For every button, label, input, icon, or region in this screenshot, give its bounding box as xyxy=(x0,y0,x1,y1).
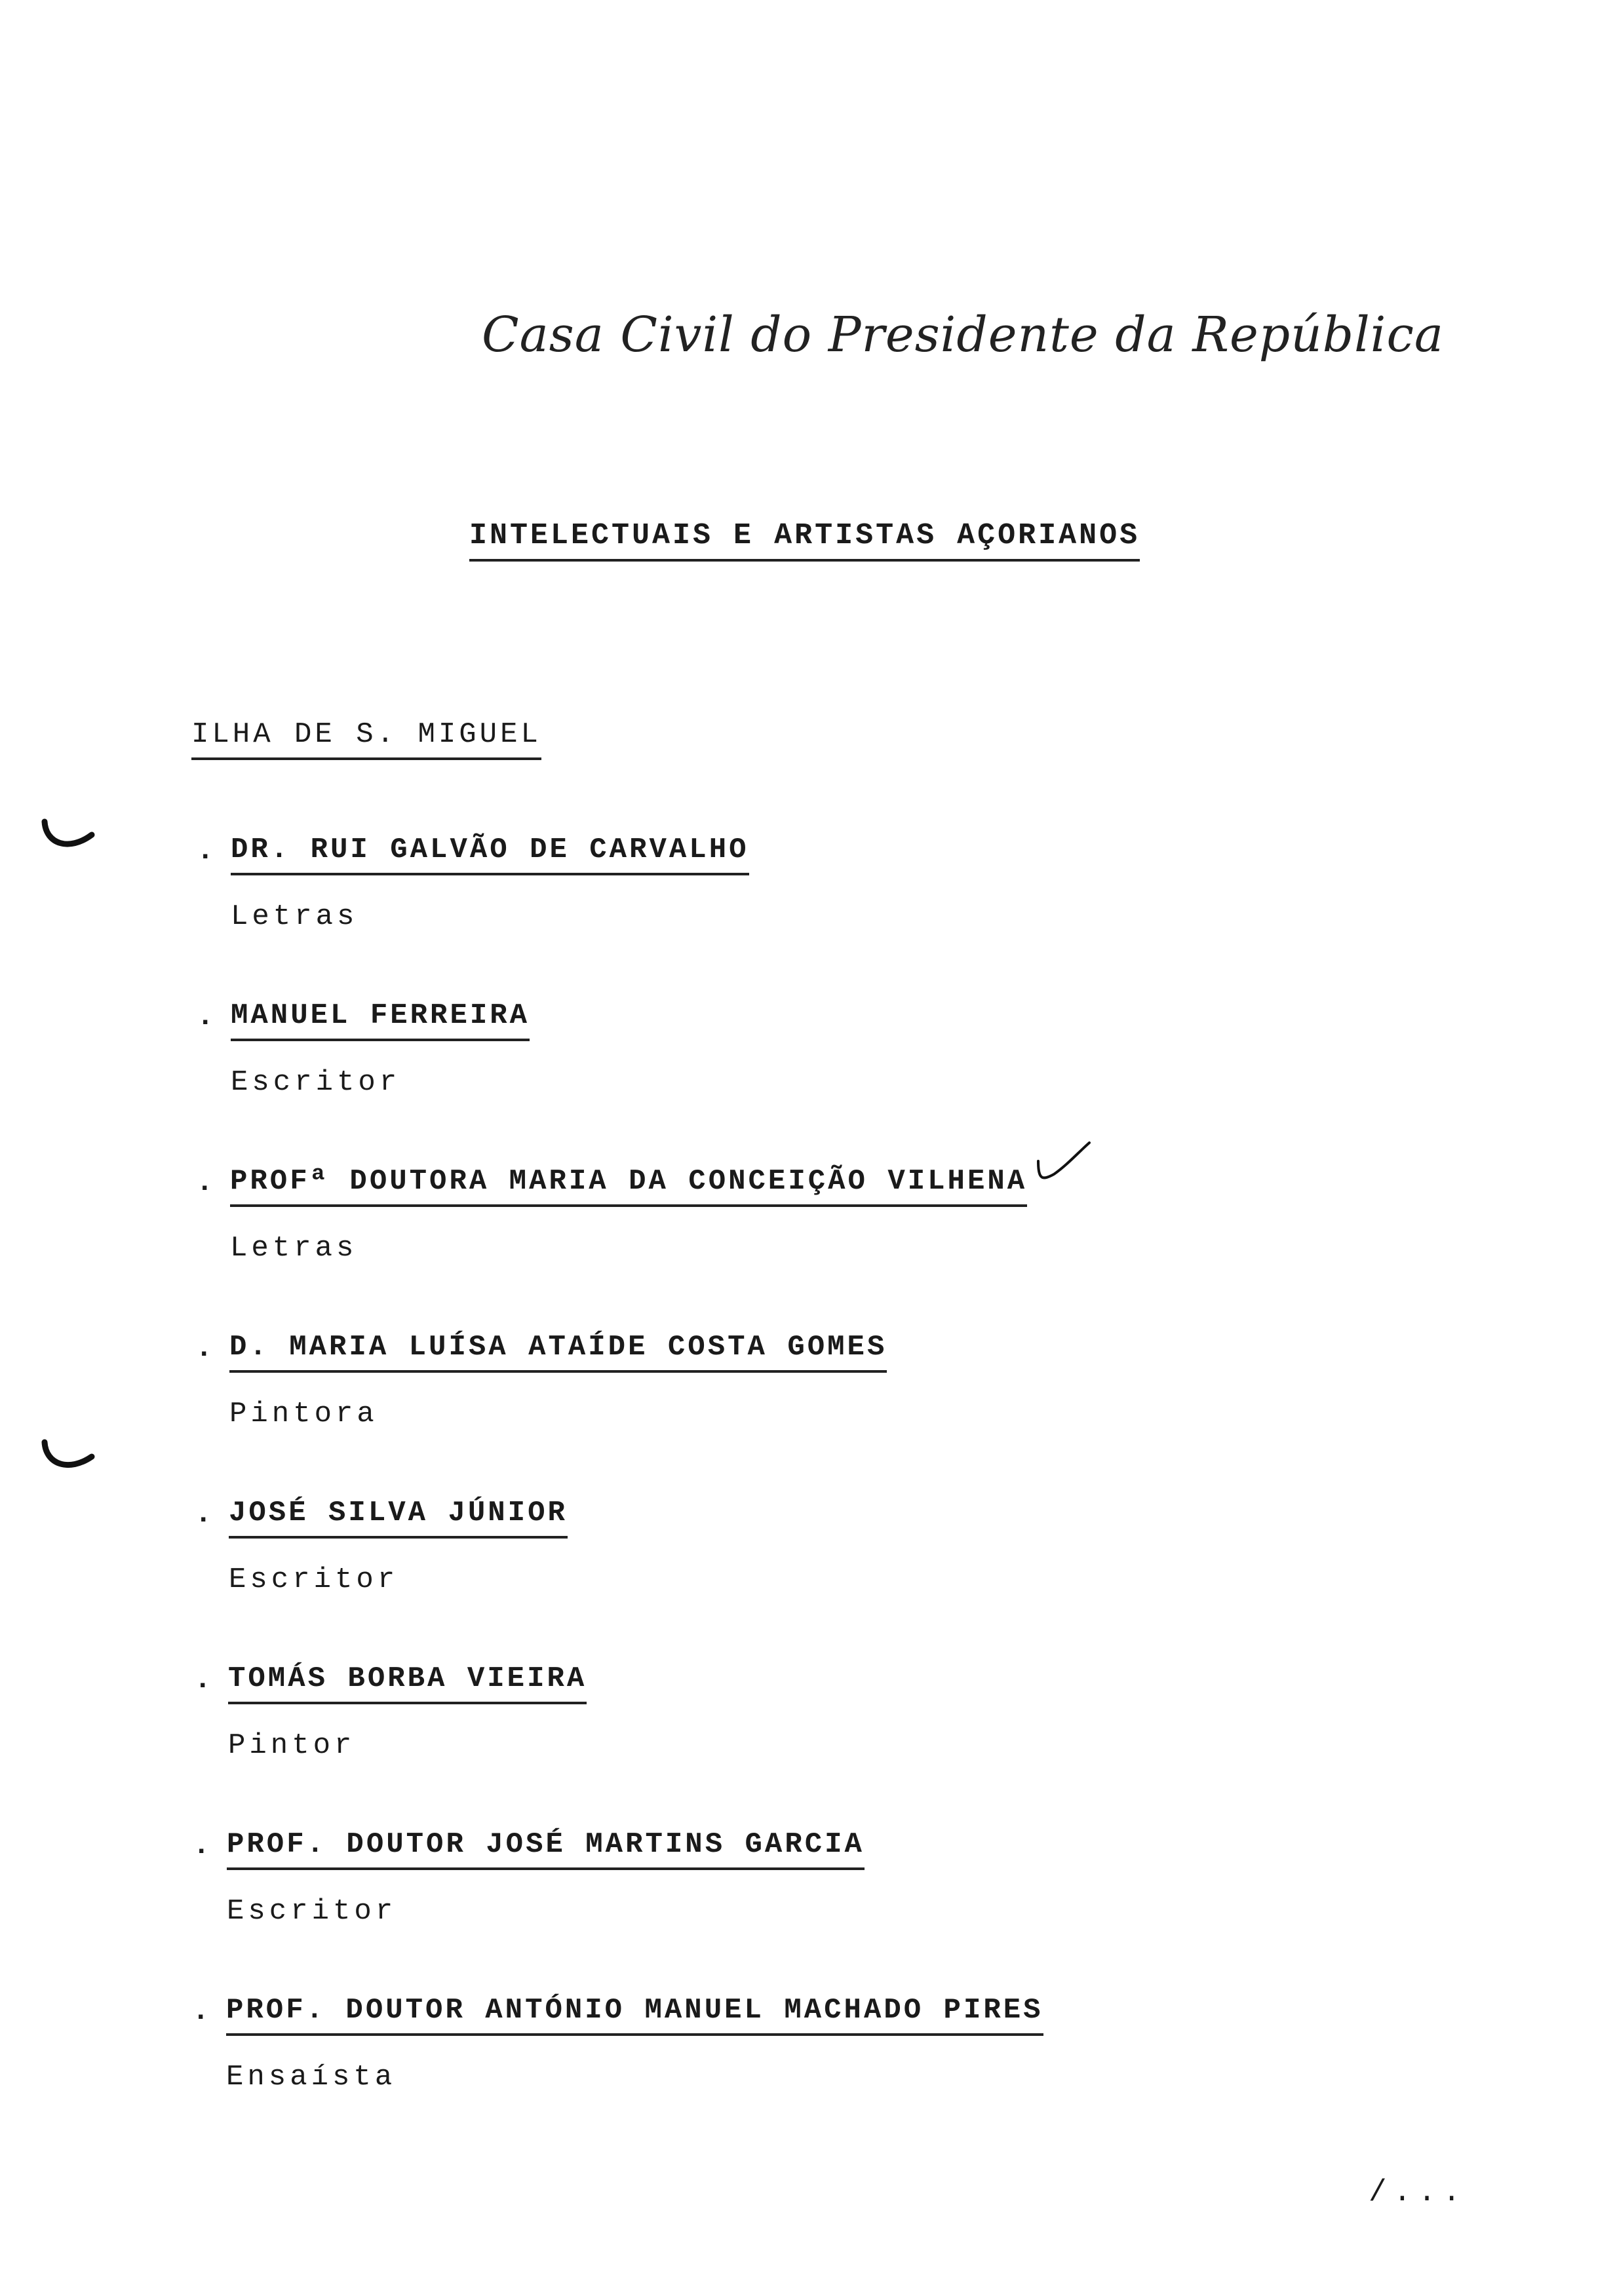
person-name: TOMÁS BORBA VIEIRA xyxy=(228,1662,587,1704)
list-item xyxy=(197,833,749,933)
list-item xyxy=(197,999,530,1099)
list-item xyxy=(192,1994,1043,2094)
person-role: Ensaísta xyxy=(226,2061,397,2094)
document-title: INTELECTUAIS E ARTISTAS AÇORIANOS xyxy=(469,519,1140,562)
list-item xyxy=(195,1331,887,1430)
list-bullet: . xyxy=(197,835,214,868)
list-bullet: . xyxy=(196,1166,214,1199)
list-item xyxy=(195,1497,568,1596)
person-name: JOSÉ SILVA JÚNIOR xyxy=(229,1497,568,1539)
person-role: Escritor xyxy=(227,1895,397,1928)
list-bullet: . xyxy=(194,1664,212,1696)
list-item xyxy=(196,1165,1028,1265)
person-role: Escritor xyxy=(231,1066,401,1099)
curve-mark-icon xyxy=(39,818,98,857)
list-bullet: . xyxy=(193,1829,210,1862)
person-name: DR. RUI GALVÃO DE CARVALHO xyxy=(231,833,749,875)
person-role: Escritor xyxy=(229,1563,399,1596)
list-bullet: . xyxy=(195,1332,213,1365)
list-bullet: . xyxy=(195,1498,212,1531)
list-bullet: . xyxy=(192,1995,210,2028)
page-continuation: /... xyxy=(1369,2175,1468,2210)
list-bullet: . xyxy=(197,1001,214,1033)
list-item xyxy=(193,1828,865,1928)
person-name: PROF. DOUTOR JOSÉ MARTINS GARCIA xyxy=(227,1828,865,1870)
person-role: Letras xyxy=(231,900,359,933)
section-heading: ILHA DE S. MIGUEL xyxy=(191,718,541,760)
letterhead: Casa Civil do Presidente da República xyxy=(482,307,1445,363)
person-name: PROFª DOUTORA MARIA DA CONCEIÇÃO VILHENA xyxy=(230,1165,1027,1207)
person-role: Letras xyxy=(230,1232,358,1265)
person-name: MANUEL FERREIRA xyxy=(231,999,530,1041)
list-item xyxy=(194,1662,587,1762)
person-name: PROF. DOUTOR ANTÓNIO MANUEL MACHADO PIRES xyxy=(226,1994,1043,2036)
person-role: Pintor xyxy=(228,1729,356,1762)
curve-mark-icon xyxy=(39,1438,98,1478)
check-mark-icon xyxy=(1034,1140,1093,1199)
person-role: Pintora xyxy=(229,1398,378,1430)
person-name: D. MARIA LUÍSA ATAÍDE COSTA GOMES xyxy=(229,1331,887,1373)
